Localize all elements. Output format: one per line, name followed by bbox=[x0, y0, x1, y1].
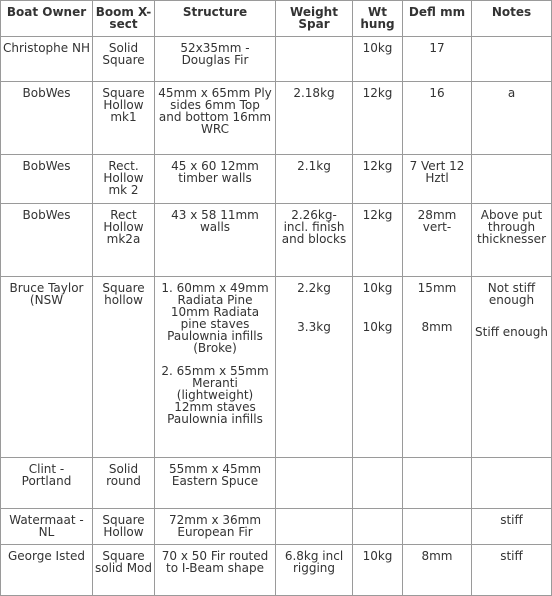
cell-hung bbox=[353, 509, 403, 545]
cell-notes bbox=[472, 458, 552, 509]
cell-hung: 12kg bbox=[353, 204, 403, 277]
cell-section: Square Hollow mk1 bbox=[93, 82, 155, 155]
cell-section: Rect Hollow mk2a bbox=[93, 204, 155, 277]
cell-hung: 12kg bbox=[353, 155, 403, 204]
header-notes: Notes bbox=[472, 1, 552, 37]
cell-weight: 2.26kg- incl. finish and blocks bbox=[276, 204, 353, 277]
cell-structure bbox=[155, 277, 276, 458]
weight-entry-1: 2.2kg bbox=[297, 281, 331, 295]
cell-notes bbox=[472, 277, 552, 458]
table-row bbox=[1, 155, 552, 204]
table-row bbox=[1, 509, 552, 545]
header-weight-spar: Weight Spar bbox=[276, 1, 353, 37]
cell-defl bbox=[403, 458, 472, 509]
cell-defl: 8mm bbox=[403, 545, 472, 596]
weight-entry-2: 3.3kg bbox=[297, 320, 331, 334]
cell-structure: 72mm x 36mm European Fir bbox=[155, 509, 276, 545]
cell-owner: Clint - Portland bbox=[1, 458, 93, 509]
cell-notes bbox=[472, 37, 552, 82]
header-deflection: Defl mm bbox=[403, 1, 472, 37]
cell-weight: 2.18kg bbox=[276, 82, 353, 155]
cell-defl bbox=[403, 509, 472, 545]
cell-weight bbox=[276, 509, 353, 545]
table-row bbox=[1, 277, 552, 458]
header-boom-section: Boom X-sect bbox=[93, 1, 155, 37]
cell-structure: 45mm x 65mm Ply sides 6mm Top and bottom 16mm WRC bbox=[155, 82, 276, 155]
cell-structure: 70 x 50 Fir routed to I-Beam shape bbox=[155, 545, 276, 596]
cell-hung bbox=[353, 458, 403, 509]
cell-defl: 28mm vert- bbox=[403, 204, 472, 277]
cell-section: Square solid Mod bbox=[93, 545, 155, 596]
cell-section: Solid Square bbox=[93, 37, 155, 82]
defl-entry-1: 15mm bbox=[417, 281, 457, 295]
cell-hung bbox=[353, 277, 403, 458]
header-boat-owner: Boat Owner bbox=[1, 1, 93, 37]
structure-entry-1: 1. 60mm x 49mm Radiata Pine bbox=[161, 281, 269, 307]
cell-structure: 43 x 58 11mm walls bbox=[155, 204, 276, 277]
cell-structure: 45 x 60 12mm timber walls bbox=[155, 155, 276, 204]
cell-owner: BobWes bbox=[1, 204, 93, 277]
structure-entry-1-detail: 10mm Radiata pine staves Paulownia infills (Broke) bbox=[167, 305, 263, 355]
cell-notes: a bbox=[472, 82, 552, 155]
cell-hung: 10kg bbox=[353, 37, 403, 82]
cell-owner: Watermaat - NL bbox=[1, 509, 93, 545]
cell-section: Solid round bbox=[93, 458, 155, 509]
notes-entry-1: Not stiff enough bbox=[487, 281, 536, 307]
cell-hung: 12kg bbox=[353, 82, 403, 155]
structure-entry-2: 2. 65mm x 55mm Meranti (lightweight) 12mm staves Paulownia infills bbox=[161, 364, 269, 426]
cell-weight bbox=[276, 277, 353, 458]
cell-notes: stiff bbox=[472, 509, 552, 545]
cell-structure: 55mm x 45mm Eastern Spuce bbox=[155, 458, 276, 509]
cell-hung: 10kg bbox=[353, 545, 403, 596]
table-row bbox=[1, 545, 552, 596]
cell-notes: stiff bbox=[472, 545, 552, 596]
notes-entry-2: Stiff enough bbox=[475, 325, 548, 339]
defl-entry-2: 8mm bbox=[421, 320, 453, 334]
table-row bbox=[1, 82, 552, 155]
hung-entry-1: 10kg bbox=[362, 281, 393, 295]
cell-weight: 2.1kg bbox=[276, 155, 353, 204]
cell-owner: Bruce Taylor (NSW bbox=[1, 277, 93, 458]
header-weight-hung: Wt hung bbox=[353, 1, 403, 37]
cell-notes bbox=[472, 155, 552, 204]
cell-defl: 17 bbox=[403, 37, 472, 82]
table-row bbox=[1, 204, 552, 277]
cell-owner: BobWes bbox=[1, 155, 93, 204]
cell-owner: Christophe NH bbox=[1, 37, 93, 82]
cell-defl bbox=[403, 277, 472, 458]
table-row bbox=[1, 37, 552, 82]
cell-defl: 7 Vert 12 Hztl bbox=[403, 155, 472, 204]
cell-weight bbox=[276, 37, 353, 82]
hung-entry-2: 10kg bbox=[362, 320, 393, 334]
cell-section: Square hollow bbox=[93, 277, 155, 458]
cell-structure: 52x35mm - Douglas Fir bbox=[155, 37, 276, 82]
cell-section: Square Hollow bbox=[93, 509, 155, 545]
cell-section: Rect. Hollow mk 2 bbox=[93, 155, 155, 204]
cell-notes: Above put through thicknesser bbox=[472, 204, 552, 277]
cell-weight bbox=[276, 458, 353, 509]
header-row bbox=[1, 1, 552, 37]
header-structure: Structure bbox=[155, 1, 276, 37]
table-row bbox=[1, 458, 552, 509]
cell-weight: 6.8kg incl rigging bbox=[276, 545, 353, 596]
cell-owner: George Isted bbox=[1, 545, 93, 596]
cell-defl: 16 bbox=[403, 82, 472, 155]
cell-owner: BobWes bbox=[1, 82, 93, 155]
